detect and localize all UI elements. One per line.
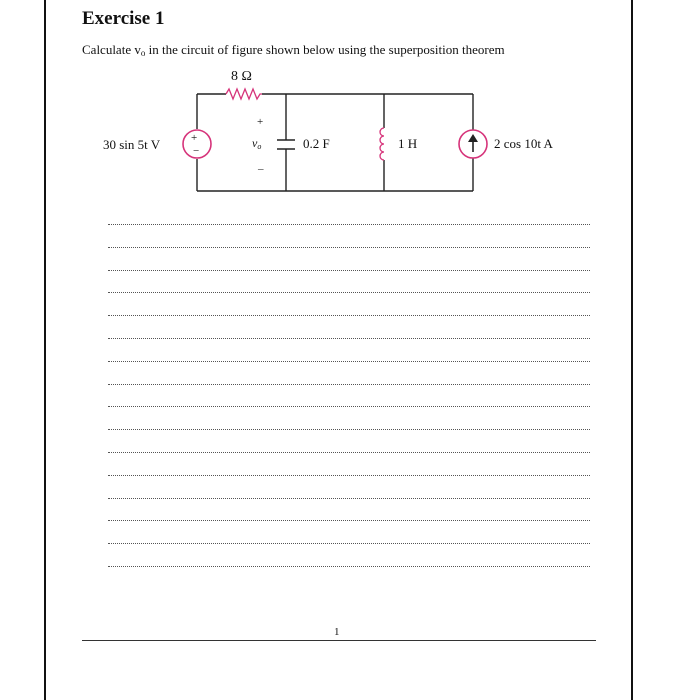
answer-line[interactable] bbox=[108, 361, 590, 362]
answer-line[interactable] bbox=[108, 338, 590, 339]
voltage-source-label: 30 sin 5t V bbox=[103, 137, 161, 152]
vo-label-letter: v bbox=[252, 136, 258, 150]
answer-line[interactable] bbox=[108, 566, 590, 567]
prompt-prefix: Calculate v bbox=[82, 42, 141, 57]
inductor-coil bbox=[380, 128, 384, 160]
answer-line[interactable] bbox=[108, 292, 590, 293]
vo-minus: – bbox=[258, 163, 264, 175]
voltage-source-minus: − bbox=[193, 145, 200, 157]
vo-label-sub: o bbox=[257, 142, 262, 151]
answer-line[interactable] bbox=[108, 475, 590, 476]
answer-line[interactable] bbox=[108, 247, 590, 248]
answer-line[interactable] bbox=[108, 406, 590, 407]
answer-line[interactable] bbox=[108, 498, 590, 499]
circuit-wires bbox=[197, 94, 473, 191]
prompt-subscript: o bbox=[140, 48, 146, 58]
resistor-zigzag bbox=[226, 89, 262, 99]
answer-line[interactable] bbox=[108, 429, 590, 430]
vo-label bbox=[252, 136, 261, 151]
footer-line bbox=[82, 640, 596, 641]
prompt-suffix: in the circuit of figure shown below using the superposition theorem bbox=[145, 42, 505, 57]
capacitor-label: 0.2 F bbox=[303, 136, 330, 151]
voltage-source-plus: + bbox=[191, 132, 198, 144]
answer-lines bbox=[108, 224, 590, 589]
answer-line[interactable] bbox=[108, 315, 590, 316]
current-source-label: 2 cos 10t A bbox=[494, 136, 553, 151]
vo-plus: + bbox=[257, 116, 264, 128]
resistor-label: 8 Ω bbox=[231, 69, 252, 84]
answer-line[interactable] bbox=[108, 543, 590, 544]
inductor-label: 1 H bbox=[398, 136, 418, 151]
page-number: 1 bbox=[334, 626, 340, 638]
exercise-title: Exercise 1 bbox=[82, 8, 165, 29]
answer-line[interactable] bbox=[108, 384, 590, 385]
circuit-diagram bbox=[0, 0, 675, 240]
answer-line[interactable] bbox=[108, 452, 590, 453]
answer-line[interactable] bbox=[108, 520, 590, 521]
answer-line[interactable] bbox=[108, 270, 590, 271]
answer-line[interactable] bbox=[108, 224, 590, 225]
